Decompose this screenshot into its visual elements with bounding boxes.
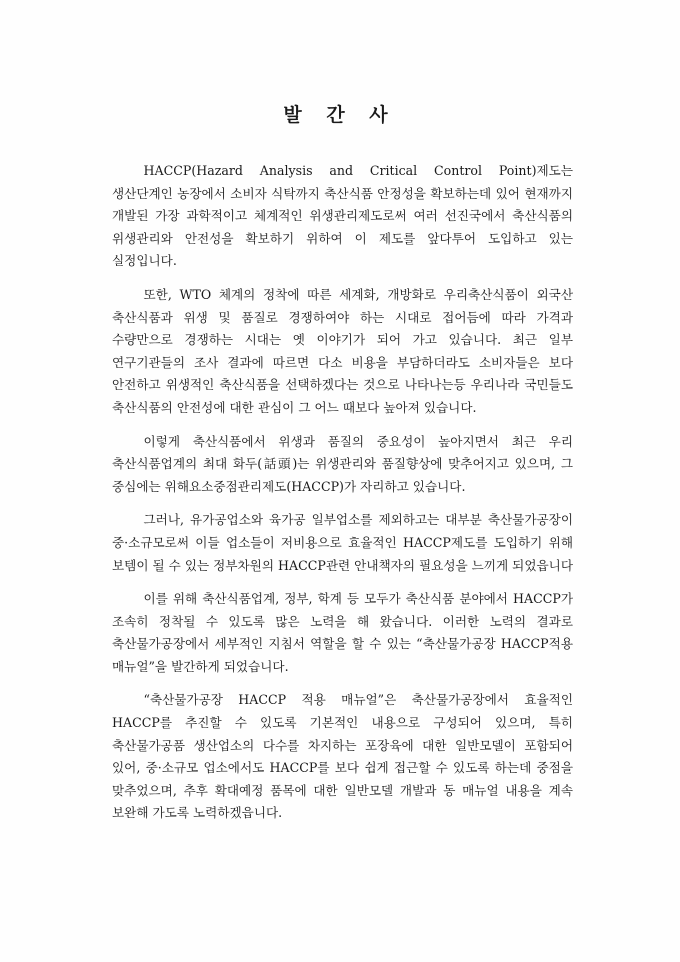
paragraph-5: 이를 위해 축산식품업계, 정부, 학계 등 모두가 축산식품 분야에서 HACCP가 조속히 정착될 수 있도록 많은 노력을 해 왔습니다. 이러한 노력의 결과로 축산물가공장에서 세부적인 지침서 역할을 할 수 있는 “축산물가공장 HACCP적용 매뉴얼”을 발간하게 되었습니다. — [112, 591, 573, 674]
paragraph-4: 그러나, 유가공업소와 육가공 일부업소를 제외하고는 대부분 축산물가공장이 중·소규모로써 이들 업소들이 저비용으로 효율적인 HACCP제도를 도입하기 위해 보템이 될 수 있는 정부차원의 HACCP관련 안내책자의 필요성을 느끼게 되었읍니다 — [112, 512, 573, 573]
paragraph-1: HACCP(Hazard Analysis and Critical Control Point)제도는 생산단계인 농장에서 소비자 식탁까지 축산식품 안정성을 확보하는데 있어 현재까지 개발된 가장 과학적이고 체계적인 위생관리제도로써 여러 선진국에서 축산식품의 위생관리와 안전성을 확보하기 위하여 이 제도를 앞다투어 도입하고 있는 실정입니다. — [112, 163, 573, 269]
document-body — [112, 160, 573, 836]
paragraph-2: 또한, WTO 체계의 정착에 따른 세계화, 개방화로 우리축산식품이 외국산 축산식품과 위생 및 품질로 경쟁하여야 하는 시대로 접어듬에 따라 가격과 수량만으로 경쟁하는 시대는 옛 이야기가 되어 가고 있습니다. 최근 일부 연구기관들의 조사 결과에 따르면 다소 비용을 부담하더라도 소비자들은 보다 안전하고 위생적인 축산식품을 선택하겠다는 것으로 나타나는등 우리나라 국민들도 축산식품의 안전성에 대한 관심이 그 어느 때보다 높아져 있습니다. — [112, 286, 573, 415]
paragraph-6: “축산물가공장 HACCP 적용 매뉴얼”은 축산물가공장에서 효율적인 HACCP를 추진할 수 있도록 기본적인 내용으로 구성되어 있으며, 특히 축산물가공품 생산업소의 다수를 차지하는 포장육에 대한 일반모델이 포함되어 있어, 중·소규모 업소에서도 HACCP를 보다 쉽게 접근할 수 있도록 하는데 중점을 맞추었으며, 추후 확대예정 품목에 대한 일반모델 개발과 동 매뉴얼 내용을 계속 보완해 가도록 노력하겠읍니다. — [112, 692, 573, 821]
page-title: 발 간 사 — [283, 104, 397, 126]
paragraph-3: 이렇게 축산식품에서 위생과 품질의 중요성이 높아지면서 최근 우리 축산식품업계의 최대 화두(話頭)는 위생관리와 품질향상에 맞추어지고 있으며, 그 중심에는 위해요소중점관리제도(HACCP)가 자리하고 있습니다. — [112, 433, 573, 494]
